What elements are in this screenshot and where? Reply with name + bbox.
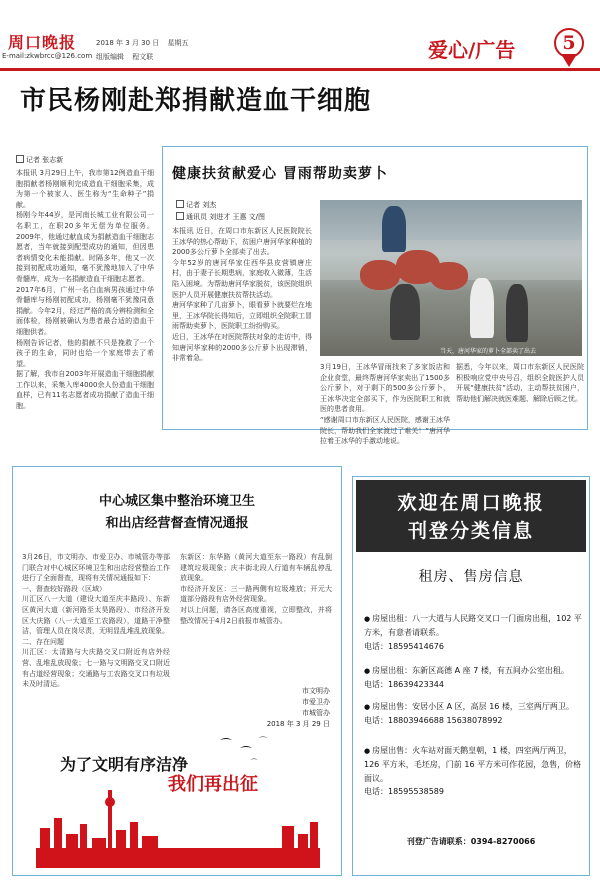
masthead [0, 0, 600, 72]
story3-paragraph: 二、存在问题 [22, 637, 64, 646]
story3-title-line2: 和出店经营督查情况通报 [105, 516, 249, 531]
banner-line1: 欢迎在周口晚报 [397, 492, 545, 514]
story1-paragraph: 杨刚今年44岁，是河南长城工业有限公司一名职工，在职20多年无偿为单位服务。2009年，他通过献血成为捐献造血干细胞志愿者，当年就接到配型成功的通知，但因患者病情变化未能捐献。时隔多年，他又一次接到初配成功通知，毫不犹豫地加入了中华骨髓库，成为一名捐献造血干细胞志愿者。 [16, 211, 154, 283]
radish-bag [360, 260, 400, 290]
birds-icon [220, 737, 268, 761]
story3-paragraph: 川汇区八一大道（建设大道至庆丰路段）、东新区黄河大道（新河路至太昊路段）、市经济开发区大庆路（八一大道至工农路段），道路干净整洁，管理人员在岗尽责，无明显乱堆乱放现象。 [22, 595, 170, 636]
signature-1: 市文明办 [302, 687, 330, 695]
story3-paragraph: 3月26日，市文明办、市爱卫办、市城管办等部门联合对中心城区环境卫生和出店经营整治工作进行了全面督查，现将有关情况通报如下： [22, 553, 170, 583]
story1-paragraph: 2017年6月，广州一名白血病男孩通过中华骨髓库与杨刚初配成功，杨刚毫不犹豫同意捐献。今年2月，经过严格的高分辨检测和全面体检，杨刚被确认为患者最合适的造血干细胞供者。 [16, 285, 154, 336]
bullet-icon: ● [364, 615, 371, 623]
radish-bag [430, 262, 468, 290]
slogan-line2: 我们再出征 [168, 774, 258, 795]
classified-ad [364, 700, 582, 728]
story3-paragraph: 川汇区：太清路与大庆路交叉口附近有店外经营、乱堆乱放现象；七一路与文明路交叉口附近有占道经营现象；交通路与工农路交叉口有垃圾未及时清运。 [22, 648, 170, 689]
story2-byline-correspondent: 通讯员 刘进才 王惠 文/图 [176, 212, 265, 222]
story1-paragraph: 杨刚告诉记者，他的捐献不只是挽救了一个孩子的生命，同时也给一个家庭带去了希望。 [16, 338, 154, 368]
date-text: 2018 年 3 月 30 日 [96, 39, 160, 47]
photo-person [470, 278, 494, 338]
classified-ad [364, 744, 582, 799]
ad-phone: 电话：18595414676 [364, 641, 444, 651]
contact-email: E-mail:zkwbrcc@126.com [2, 52, 93, 60]
ad-text: 房屋出售：火车站对面天鹅皇朝，1 楼，四室两厅两卫，126 平方米，毛坯房，门前 16 平方米可作花园，急售，价格面议。 [364, 746, 582, 783]
signature-3: 市城管办 [302, 709, 330, 717]
classified-ad [364, 664, 582, 692]
photo-person [390, 284, 420, 340]
story3-title-line1: 中心城区集中整治环境卫生 [98, 494, 255, 509]
ad-phone: 电话：18803946688 15638078992 [364, 716, 503, 726]
classifieds-contact: 刊登广告请联系：0394-8270066 [406, 837, 536, 846]
ad-text: 房屋出租：东新区高德 A 座 7 楼，有五间办公室出租。 [372, 666, 569, 675]
story2-col3 [456, 362, 584, 426]
ad-phone: 电话：18595538589 [364, 787, 444, 797]
story2-photo [320, 200, 582, 356]
story1-body [16, 168, 154, 430]
story1-paragraph: 本报讯 3月29日上午，我市第12例造血干细胞捐献者杨刚顺利完成造血干细胞采集，成为第一个被家人、医生称为“生命种子”捐献。 [16, 169, 154, 209]
editor-label: 组版编辑 [96, 53, 124, 61]
slogan-line1: 为了文明有序洁净 [60, 755, 189, 774]
photo-person [382, 206, 406, 252]
classified-ad [364, 612, 582, 653]
page-number: 5 [562, 32, 576, 54]
story2-paragraph: “感谢周口市东新区人民医院，感谢王冰华院长，帮助我们全家渡过了难关！”唐河华拉着王冰华的手激动地说。 [320, 415, 450, 446]
classifieds-category: 租房、售房信息 [418, 569, 524, 585]
story2-paragraph: 唐河华家种了几亩萝卜，眼看萝卜就要烂在地里，王冰华院长得知后，立即组织全院职工冒雨帮助卖萝卜，医院职工纷纷购买。 [172, 301, 312, 331]
bullet-icon: ● [364, 667, 371, 675]
story2-col2 [320, 362, 450, 446]
story3-paragraph: 东新区：东华路（黄河大道至东一路段）有乱倒建筑垃圾现象；庆丰街北段人行道有车辆乱停乱放现象。 [180, 553, 332, 583]
story2-col1 [172, 226, 312, 422]
story3-paragraph: 对以上问题，请各区高度重视，立即整改，并将整改情况于4月2日前报市城管办。 [180, 605, 332, 625]
story2-paragraph: 近日，王冰华在对医院帮扶对象的走访中，得知唐河华家种的2000多公斤萝卜出现滞销，非常着急。 [172, 332, 312, 363]
weekday-text: 星期五 [167, 39, 189, 47]
photo-caption: 当天，唐河华家的萝卜全部卖了出去 [440, 348, 537, 355]
signature-2: 市爱卫办 [302, 698, 330, 706]
masthead-rule [0, 68, 600, 71]
editor-credit [96, 52, 159, 62]
section-title: 爱心/广告 [428, 38, 516, 62]
ad-phone: 电话：18639423344 [364, 680, 444, 690]
story3-paragraph: 一、督查较好路段（区域） [22, 584, 106, 593]
story2-paragraph: 3月19日，王冰华冒雨找来了多家饭店和企业食堂，最终帮唐河华家卖出了1500多公斤萝卜，对于剩下的500多公斤萝卜，王冰华决定全部买下，作为医院职工和就医的患者食用。 [320, 363, 450, 414]
story1-byline: 记者 张志新 [16, 155, 63, 165]
newspaper-logo: 周口晚报 [8, 33, 77, 52]
banner-line2: 刊登分类信息 [407, 520, 534, 542]
story2-byline-reporter: 记者 刘杰 [176, 200, 216, 210]
story3-col2 [180, 552, 332, 682]
issue-date [96, 38, 195, 48]
ad-text: 房屋出售：安居小区 A 区，高层 16 楼，三室两厅两卫。 [372, 702, 574, 711]
lead-headline: 市民杨刚赴郑捐献造血干细胞 [20, 86, 372, 116]
editor-name: 程文联 [132, 53, 154, 61]
story3-paragraph: 市经济开发区：三一路两侧有垃圾堆放；开元大道部分路段有店外经营现象。 [180, 584, 332, 604]
story1-paragraph: 据了解，我市自2003年开展造血干细胞捐献工作以来，采集入库4000余人份造血干细胞血样，已有11名志愿者成功捐献了造血干细胞。 [16, 370, 154, 411]
story2-paragraph: 据悉，今年以来，周口市东新区人民医院积极响应党中央号召，组织全院医护人员开展“健康扶贫”活动，主动帮扶贫困户，帮助他们解决就医难题、解除后顾之忧。 [456, 363, 584, 403]
story2-title: 健康扶贫献爱心 冒雨帮助卖萝卜 [172, 166, 388, 182]
ad-text: 房屋出租：八一大道与人民路交叉口一门面房出租，102 平方米，有意者请联系。 [364, 614, 582, 638]
signature-date: 2018 年 3 月 29 日 [266, 720, 330, 728]
bullet-icon: ● [364, 703, 371, 711]
skyline-icon [36, 790, 320, 868]
photo-person [506, 284, 528, 342]
story2-paragraph: 本报讯 近日，在周口市东新区人民医院院长王冰华的热心帮助下，贫困户唐河华家种植的2000多公斤萝卜全部卖了出去。 [172, 227, 312, 257]
bullet-icon: ● [364, 747, 371, 755]
story3-col1 [22, 552, 170, 748]
story2-paragraph: 今年52岁的唐河华家住西华县皮营镇唐庄村，由于妻子长期患病，家庭收入微薄，生活陷入困境。为帮助唐河华家脱贫，该医院组织医护人员开展健康扶贫帮扶活动。 [172, 258, 312, 299]
